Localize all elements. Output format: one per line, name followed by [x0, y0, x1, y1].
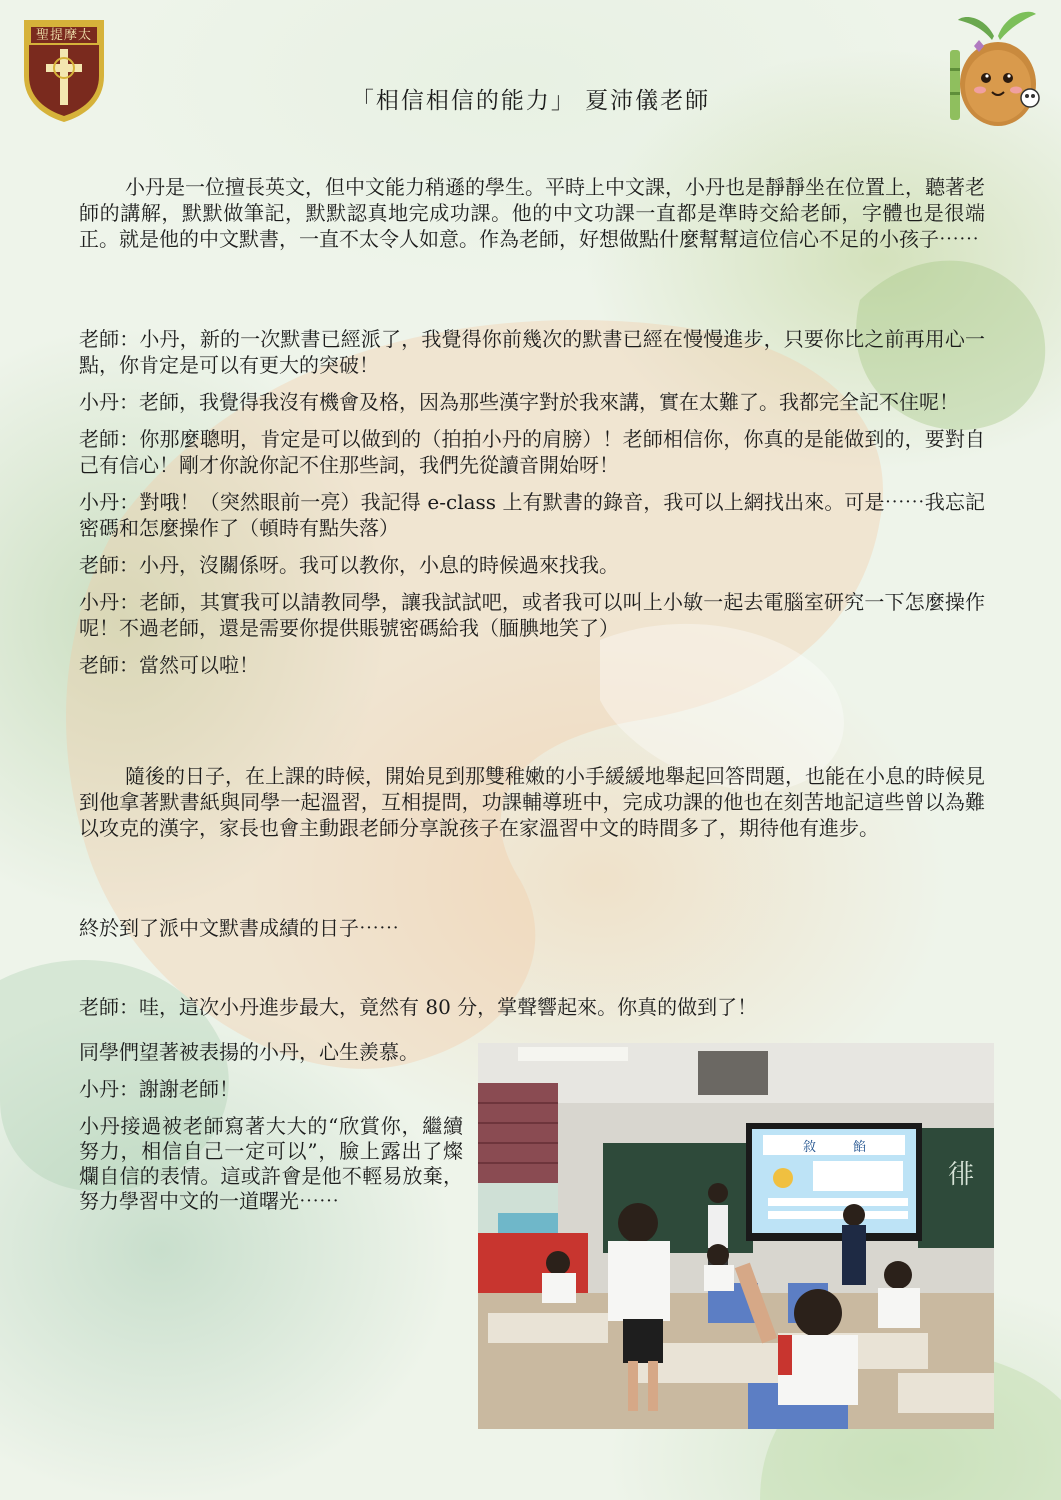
thanks-line: 小丹：謝謝老師！ [79, 1077, 239, 1101]
classroom-photo [478, 1043, 994, 1429]
dialogue-line: 小丹：老師，其實我可以請教同學，讓我試試吧，或者我可以叫上小敏一起去電腦室研究一下怎麼操作呢！不過老師，還是需要你提供賬號密碼給我（腼腆地笑了） [79, 590, 985, 640]
intro-section [79, 174, 985, 252]
dialogue-line: 老師：小丹，沒關係呀。我可以教你，小息的時候過來找我。 [79, 553, 619, 577]
dialogue-line: 老師：你那麼聰明，肯定是可以做到的（拍拍小丹的肩膀）！老師相信你，你真的是能做到的，要對自己有信心！剛才你說你記不住那些詞，我們先從讀音開始呀！ [79, 427, 985, 477]
screen-title-1: 敘 [803, 1140, 817, 1155]
intro-paragraph: 小丹是一位擅長英文，但中文能力稍遜的學生。平時上中文課，小丹也是靜靜坐在位置上，聽著老師的講解，默默做筆記，默默認真地完成功課。他的中文功課一直都是準時交給老師，字體也是很端正。就是他的中文默書，一直不太令人如意。作為老師，好想做點什麼幫幫這位信心不足的小孩子⋯⋯ [79, 175, 985, 251]
dialogue-line: 老師：當然可以啦！ [79, 653, 259, 677]
classmates-line: 同學們望著被表揚的小丹，心生羨慕。 [79, 1040, 419, 1064]
result-day-section [79, 915, 985, 941]
dialogue-line: 小丹：老師，我覺得我沒有機會及格，因為那些漢字對於我來講，實在太難了。我都完全記不住呢！ [79, 390, 959, 414]
ending-paragraph: 小丹接過被老師寫著大大的“欣賞你，繼續努力，相信自己一定可以”，臉上露出了燦爛自信的表情。這或許會是他不輕易放棄，努力學習中文的一道曙光⋯⋯ [79, 1114, 463, 1213]
progress-section [79, 763, 985, 841]
teacher-praise-line: 老師：哇，這次小丹進步最大，竟然有 80 分，掌聲響起來。你真的做到了！ [79, 995, 758, 1019]
dialogue-line: 老師：小丹，新的一次默書已經派了，我覺得你前幾次的默書已經在慢慢進步，只要你比之前再用心一點，你肯定是可以有更大的突破！ [79, 327, 985, 377]
dialogue-line: 小丹：對哦！（突然眼前一亮）我記得 e-class 上有默書的錄音，我可以上網找出來。可是⋯⋯我忘記密碼和怎麼操作了（頓時有點失落） [79, 490, 985, 540]
screen-title-2: 餡 [853, 1140, 867, 1155]
ending-section [79, 1040, 463, 1226]
result-day-line: 終於到了派中文默書成績的日子⋯⋯ [79, 916, 399, 940]
progress-paragraph: 隨後的日子，在上課的時候，開始見到那雙稚嫩的小手緩緩地舉起回答問題，也能在小息的時候見到他拿著默書紙與同學一起溫習，互相提問，功課輔導班中，完成功課的他也在刻苦地記這些曾以為難以攻克的漢字，家長也會主動跟老師分享說孩子在家溫習中文的時間多了，期待他有進步。 [79, 764, 985, 840]
praise-section [79, 994, 985, 1020]
chalkboard-character: 徘 [948, 1160, 975, 1190]
school-badge-text: 聖提摩太 [35, 28, 92, 43]
dialogue-section [79, 326, 985, 678]
page-title: 「相信相信的能力」 夏沛儀老師 [350, 88, 711, 114]
